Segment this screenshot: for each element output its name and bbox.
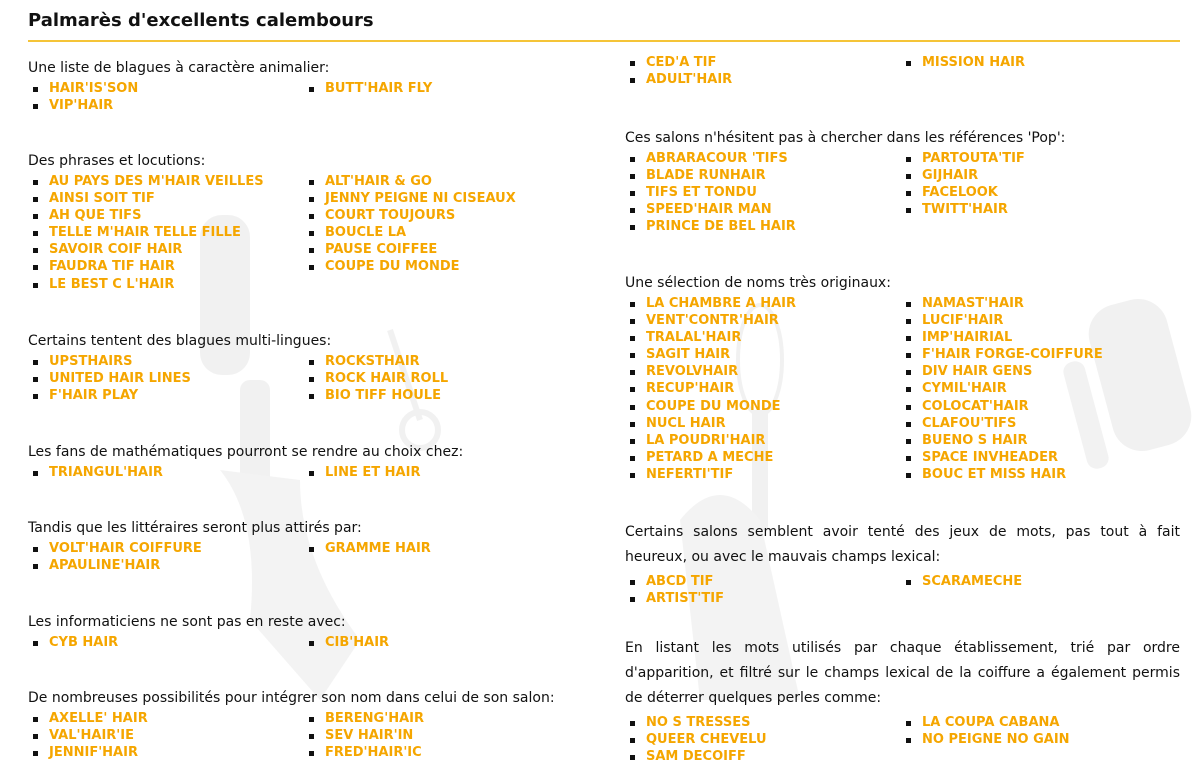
list-item[interactable]: ROCK HAIR ROLL bbox=[304, 370, 588, 387]
pun-list bbox=[625, 714, 1180, 765]
list-item[interactable]: SAM DECOIFF bbox=[625, 748, 901, 765]
list-item[interactable]: LE BEST C L'HAIR bbox=[28, 276, 304, 293]
list-item[interactable]: NO S TRESSES bbox=[625, 714, 901, 731]
list-item[interactable]: SAVOIR COIF HAIR bbox=[28, 241, 304, 258]
list-item[interactable]: REVOLVHAIR bbox=[625, 363, 901, 380]
section-it bbox=[28, 614, 588, 651]
list-item[interactable]: BOUCLE LA bbox=[304, 224, 588, 241]
list-item[interactable]: UPSTHAIRS bbox=[28, 353, 304, 370]
list-item[interactable]: COUPE DU MONDE bbox=[304, 258, 588, 275]
pun-list bbox=[28, 710, 588, 761]
section-intro: Les informaticiens ne sont pas en reste avec: bbox=[28, 614, 346, 630]
section-animal-jokes bbox=[28, 60, 588, 114]
list-item[interactable]: COLOCAT'HAIR bbox=[901, 398, 1180, 415]
list-item[interactable]: AINSI SOIT TIF bbox=[28, 190, 304, 207]
list-item[interactable]: COURT TOUJOURS bbox=[304, 207, 588, 224]
pun-list bbox=[28, 80, 588, 114]
list-item[interactable]: LA COUPA CABANA bbox=[901, 714, 1180, 731]
list-item[interactable]: NO PEIGNE NO GAIN bbox=[901, 731, 1180, 748]
list-item[interactable]: FAUDRA TIF HAIR bbox=[28, 258, 304, 275]
list-item[interactable]: SAGIT HAIR bbox=[625, 346, 901, 363]
list-item[interactable]: NUCL HAIR bbox=[625, 415, 901, 432]
list-item[interactable]: ADULT'HAIR bbox=[625, 71, 901, 88]
pun-list bbox=[28, 464, 588, 481]
section-intro: Certains tentent des blagues multi-lingues: bbox=[28, 333, 332, 349]
list-item[interactable]: CYMIL'HAIR bbox=[901, 380, 1180, 397]
section-phrases bbox=[28, 153, 588, 293]
section-names bbox=[28, 690, 588, 761]
list-item[interactable]: MISSION HAIR bbox=[901, 54, 1180, 71]
list-item[interactable]: BUENO S HAIR bbox=[901, 432, 1180, 449]
list-item[interactable]: TRALAL'HAIR bbox=[625, 329, 901, 346]
list-item[interactable]: SPEED'HAIR MAN bbox=[625, 201, 901, 218]
list-item[interactable]: PARTOUTA'TIF bbox=[901, 150, 1180, 167]
section-intro: Une sélection de noms très originaux: bbox=[625, 275, 891, 291]
pun-list bbox=[625, 150, 1180, 235]
pun-list bbox=[28, 173, 588, 293]
list-item[interactable]: SEV HAIR'IN bbox=[304, 727, 588, 744]
list-item[interactable]: PAUSE COIFFEE bbox=[304, 241, 588, 258]
list-item[interactable]: AU PAYS DES M'HAIR VEILLES bbox=[28, 173, 304, 190]
list-item[interactable]: BERENG'HAIR bbox=[304, 710, 588, 727]
list-item[interactable]: CYB HAIR bbox=[28, 634, 304, 651]
list-item[interactable]: FRED'HAIR'IC bbox=[304, 744, 588, 761]
list-item[interactable]: VIP'HAIR bbox=[28, 97, 304, 114]
list-item[interactable]: BIO TIFF HOULE bbox=[304, 387, 588, 404]
list-item[interactable]: BOUC ET MISS HAIR bbox=[901, 466, 1180, 483]
section-intro: Ces salons n'hésitent pas à chercher dans les références 'Pop': bbox=[625, 130, 1066, 146]
list-item[interactable]: VOLT'HAIR COIFFURE bbox=[28, 540, 304, 557]
list-item[interactable]: UNITED HAIR LINES bbox=[28, 370, 304, 387]
list-item[interactable]: LINE ET HAIR bbox=[304, 464, 588, 481]
list-item[interactable]: CED'A TIF bbox=[625, 54, 901, 71]
section-pop-references bbox=[625, 130, 1180, 235]
list-item[interactable]: F'HAIR FORGE-COIFFURE bbox=[901, 346, 1180, 363]
list-item[interactable]: NAMAST'HAIR bbox=[901, 295, 1180, 312]
list-item[interactable]: FACELOOK bbox=[901, 184, 1180, 201]
list-item[interactable]: ROCKSTHAIR bbox=[304, 353, 588, 370]
section-intro: Des phrases et locutions: bbox=[28, 153, 206, 169]
list-item[interactable]: ARTIST'TIF bbox=[625, 590, 901, 607]
list-item[interactable]: VENT'CONTR'HAIR bbox=[625, 312, 901, 329]
page-title: Palmarès d'excellents calembours bbox=[28, 10, 374, 31]
list-item[interactable]: RECUP'HAIR bbox=[625, 380, 901, 397]
list-item[interactable]: CIB'HAIR bbox=[304, 634, 588, 651]
list-item[interactable]: JENNY PEIGNE NI CISEAUX bbox=[304, 190, 588, 207]
list-item[interactable]: COUPE DU MONDE bbox=[625, 398, 901, 415]
pun-list bbox=[625, 54, 1180, 88]
list-item[interactable]: BUTT'HAIR FLY bbox=[304, 80, 588, 97]
list-item[interactable]: DIV HAIR GENS bbox=[901, 363, 1180, 380]
list-item[interactable]: SPACE INVHEADER bbox=[901, 449, 1180, 466]
section-literary bbox=[28, 520, 588, 574]
section-word-mining bbox=[625, 636, 1180, 765]
list-item[interactable]: TRIANGUL'HAIR bbox=[28, 464, 304, 481]
section-intro: Certains salons semblent avoir tenté des jeux de mots, pas tout à fait heureux, ou avec le mauvais champs lexical: bbox=[625, 524, 1180, 565]
list-item[interactable]: ABCD TIF bbox=[625, 573, 901, 590]
list-item[interactable]: LUCIF'HAIR bbox=[901, 312, 1180, 329]
pun-list bbox=[28, 540, 588, 574]
list-item[interactable]: GIJHAIR bbox=[901, 167, 1180, 184]
list-item[interactable]: LA POUDRI'HAIR bbox=[625, 432, 901, 449]
list-item[interactable]: SCARAMECHE bbox=[901, 573, 1180, 590]
title-divider bbox=[28, 40, 1180, 42]
section-math bbox=[28, 444, 588, 481]
section-intro: De nombreuses possibilités pour intégrer son nom dans celui de son salon: bbox=[28, 690, 555, 706]
list-item[interactable]: VAL'HAIR'IE bbox=[28, 727, 304, 744]
section-unfortunate bbox=[625, 520, 1180, 607]
list-item[interactable]: TWITT'HAIR bbox=[901, 201, 1180, 218]
section-intro: Une liste de blagues à caractère animalier: bbox=[28, 60, 330, 76]
list-item[interactable]: F'HAIR PLAY bbox=[28, 387, 304, 404]
section-original-names bbox=[625, 275, 1180, 483]
list-item[interactable]: TIFS ET TONDU bbox=[625, 184, 901, 201]
list-item[interactable]: IMP'HAIRIAL bbox=[901, 329, 1180, 346]
list-item[interactable]: CLAFOU'TIFS bbox=[901, 415, 1180, 432]
section-intro: Tandis que les littéraires seront plus attirés par: bbox=[28, 520, 362, 536]
section-multilingual bbox=[28, 333, 588, 404]
pun-list bbox=[28, 634, 588, 651]
pun-list bbox=[28, 353, 588, 404]
list-item[interactable]: HAIR'IS'SON bbox=[28, 80, 304, 97]
list-item[interactable]: TELLE M'HAIR TELLE FILLE bbox=[28, 224, 304, 241]
list-item[interactable]: AH QUE TIFS bbox=[28, 207, 304, 224]
list-item[interactable]: PRINCE DE BEL HAIR bbox=[625, 218, 901, 235]
list-item[interactable]: LA CHAMBRE A HAIR bbox=[625, 295, 901, 312]
list-item[interactable]: APAULINE'HAIR bbox=[28, 557, 304, 574]
list-item[interactable]: NEFERTI'TIF bbox=[625, 466, 901, 483]
list-item[interactable]: JENNIF'HAIR bbox=[28, 744, 304, 761]
section-intro: En listant les mots utilisés par chaque établissement, trié par ordre d'apparition, et filtré sur le champs lexical de la coiffure a également permis de déterrer quelques perles comme: bbox=[625, 640, 1180, 706]
list-item[interactable]: ABRARACOUR 'TIFS bbox=[625, 150, 901, 167]
section-intro: Les fans de mathématiques pourront se rendre au choix chez: bbox=[28, 444, 464, 460]
pun-list bbox=[625, 295, 1180, 483]
section-continued bbox=[625, 54, 1180, 88]
pun-list bbox=[625, 573, 1180, 607]
list-item[interactable]: BLADE RUNHAIR bbox=[625, 167, 901, 184]
list-item[interactable]: PETARD A MECHE bbox=[625, 449, 901, 466]
list-item[interactable]: AXELLE' HAIR bbox=[28, 710, 304, 727]
list-item[interactable]: ALT'HAIR & GO bbox=[304, 173, 588, 190]
list-item[interactable]: GRAMME HAIR bbox=[304, 540, 588, 557]
list-item[interactable]: QUEER CHEVELU bbox=[625, 731, 901, 748]
